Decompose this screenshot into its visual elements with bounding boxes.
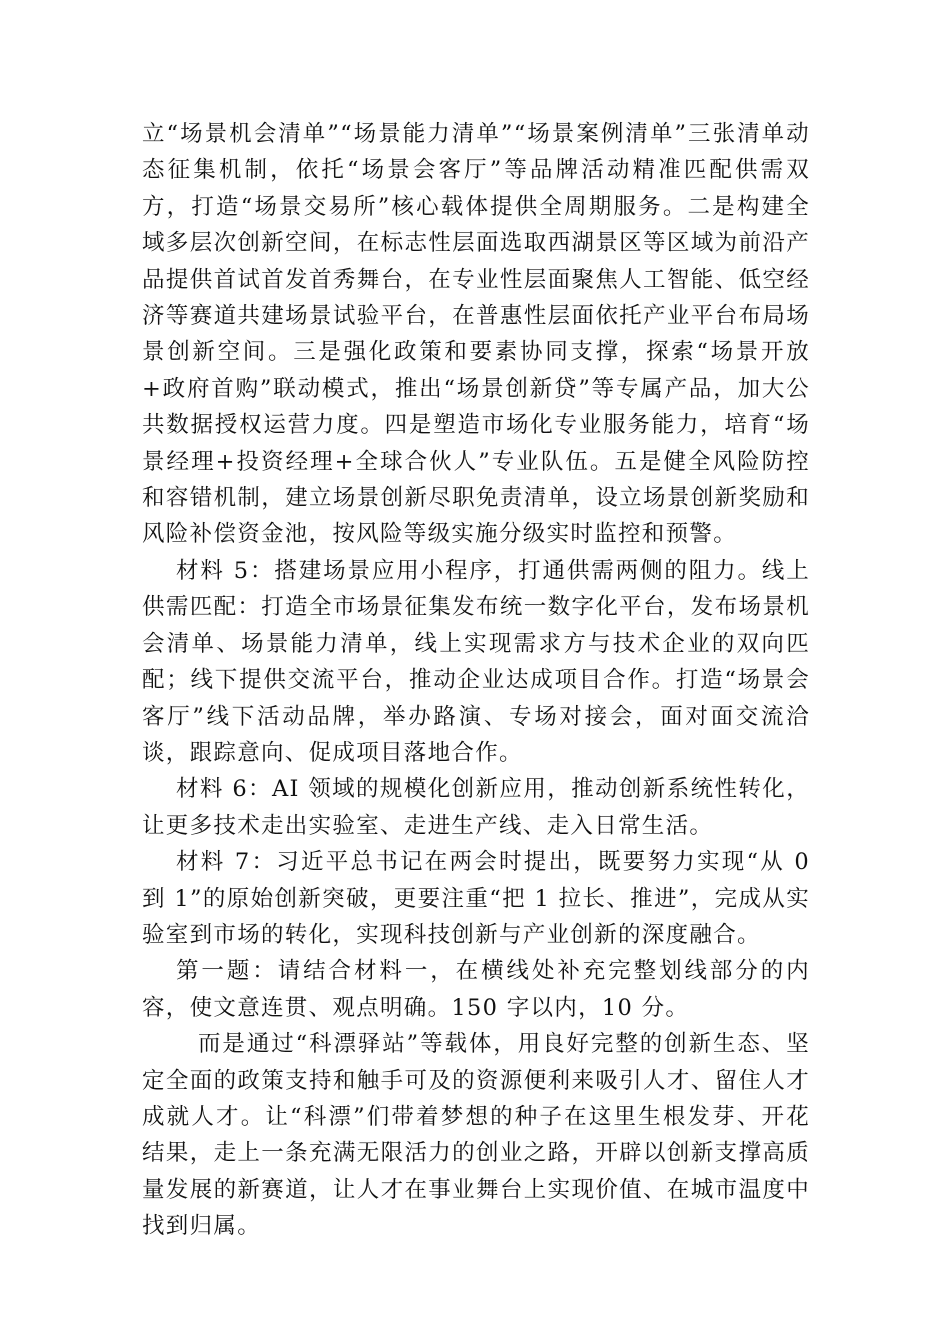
paragraph-scenario-measures: 立“场景机会清单”“场景能力清单”“场景案例清单”三张清单动态征集机制，依托“场景会客厅”等品牌活动精准匹配供需双方，打造“场景交易所”核心载体提供全周期服务。二是构建全域多层次创新空间，在标志性层面选取西湖景区等区域为前沿产品提供首试首发首秀舞台，在专业性层面聚焦人工智能、低空经济等赛道共建场景试验平台，在普惠性层面依托产业平台布局场景创新空间。三是强化政策和要素协同支撑，探索“场景开放+政府首购”联动模式，推出“场景创新贷”等专属产品，加大公共数据授权运营力度。四是塑造市场化专业服务能力，培育“场景经理+投资经理+全球合伙人”专业队伍。五是健全风险防控和容错机制，建立场景创新尽职免责清单，设立场景创新奖励和风险补偿资金池，按风险等级实施分级实时监控和预警。 — [142, 121, 810, 548]
paragraph-material-5: 材料 5：搭建场景应用小程序，打通供需两侧的阻力。线上供需匹配：打造全市场景征集发布统一数字化平台，发布场景机会清单、场景能力清单，线上实现需求方与技术企业的双向匹配；线下提供交流平台，推动企业达成项目合作。打造“场景会客厅”线下活动品牌，举办路演、专场对接会，面对面交流洽谈，跟踪意向、促成项目落地合作。 — [142, 557, 810, 766]
paragraph-material-6: 材料 6：AI 领域的规模化创新应用，推动创新系统性转化，让更多技术走出实验室、走进生产线、走入日常生活。 — [142, 776, 810, 839]
paragraph-material-7: 材料 7：习近平总书记在两会时提出，既要努力实现“从 0 到 1”的原始创新突破，更要注重“把 1 拉长、推进”，完成从实验室到市场的转化，实现科技创新与产业创新的深度融合。 — [142, 849, 810, 948]
paragraph-answer: 而是通过“科漂驿站”等载体，用良好完整的创新生态、坚定全面的政策支持和触手可及的资源便利来吸引人才、留住人才成就人才。让“科漂”们带着梦想的种子在这里生根发芽、开花结果，走上一条充满无限活力的创业之路，开辟以创新支撑高质量发展的新赛道，让人才在事业舞台上实现价值、在城市温度中找到归属。 — [142, 1031, 810, 1240]
document-body — [142, 116, 810, 1245]
paragraph-question-1: 第一题：请结合材料一，在横线处补充完整划线部分的内容，使文意连贯、观点明确。150 字以内，10 分。 — [142, 958, 810, 1021]
